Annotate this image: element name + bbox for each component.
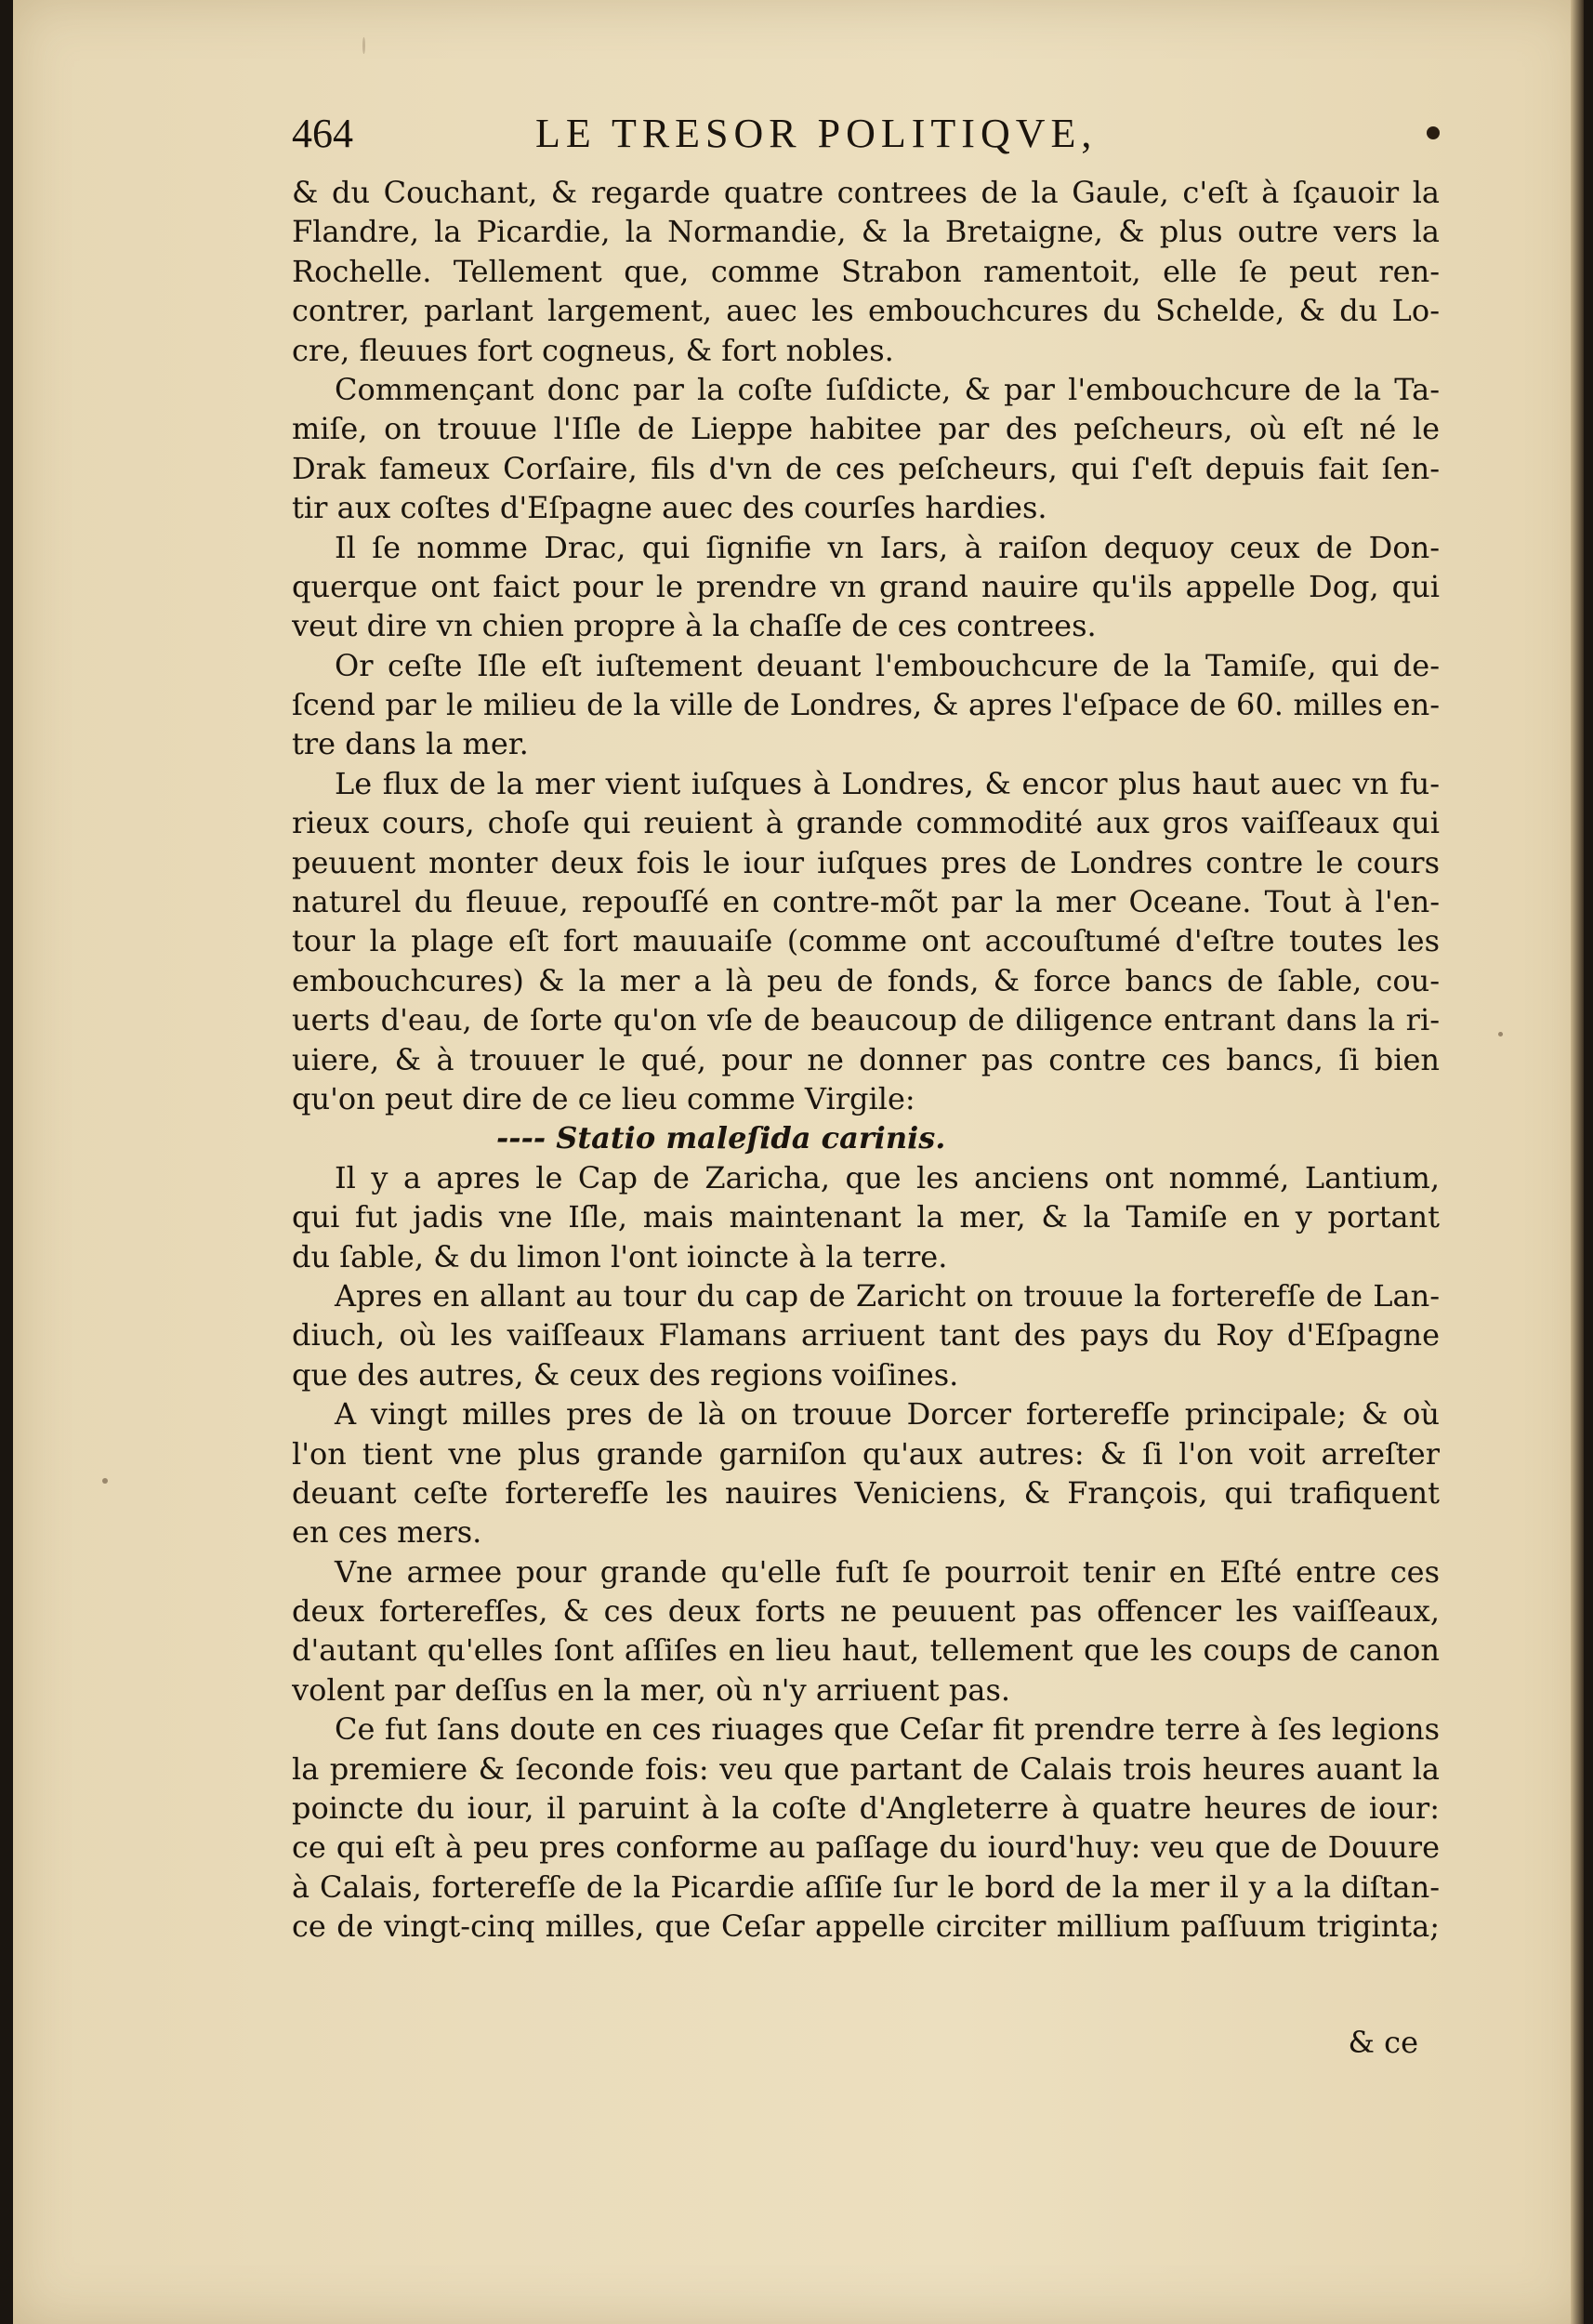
text-line: Commençant donc par la coſte ſuſdicte, & par l'embouchcure de la Ta- xyxy=(335,371,1440,407)
body-text xyxy=(292,173,1440,1947)
text-line: uiere, & à trouuer le qué, pour ne donner pas contre ces bancs, ſi bien xyxy=(292,1041,1440,1077)
text-line: cre, fleuues fort cogneus, & fort nobles. xyxy=(292,332,894,368)
page-gutter xyxy=(1571,0,1584,2324)
text-line: Ce fut ſans doute en ces riuages que Ceſar fit prendre terre à ſes legions xyxy=(335,1711,1440,1748)
text-line: & du Couchant, & regarde quatre contrees de la Gaule, c'eſt à ſçauoir la xyxy=(292,175,1440,210)
text-line: naturel du fleuue, repouſſé en contre-mõt par la mer Oceane. Tout à l'en- xyxy=(292,884,1440,920)
text-line: miſe, on trouue l'Iſle de Lieppe habitee par des peſcheurs, où eſt né le xyxy=(292,411,1440,447)
text-line: poincte du iour, il paruint à la coſte d'Angleterre à quatre heures de iour: xyxy=(292,1790,1440,1827)
text-line: ce qui eſt à peu pres conforme au paſſage du iourd'huy: veu que de Douure xyxy=(292,1829,1440,1866)
text-line: du ſable, & du limon l'ont ioincte à la terre. xyxy=(292,1238,948,1274)
text-line: Le flux de la mer vient iuſques à Londres, & encor plus haut auec vn fu- xyxy=(335,765,1440,801)
text-line: A vingt milles pres de là on trouue Dorcer forterefſe principale; & où xyxy=(335,1396,1440,1433)
text-line: la premiere & ſeconde fois: veu que partant de Calais trois heures auant la xyxy=(292,1750,1440,1787)
text-line: volent par deſſus en la mer, où n'y arriuent pas. xyxy=(292,1671,1011,1708)
text-line: embouchcures) & la mer a là peu de fonds, & force bancs de ſable, cou- xyxy=(292,962,1440,998)
text-line: Il ſe nomme Drac, qui ſignifie vn Iars, à raiſon dequoy ceux de Don- xyxy=(335,529,1440,565)
text-line: que des autres, & ceux des regions voiſines. xyxy=(292,1356,959,1393)
text-line: d'autant qu'elles ſont aſſiſes en lieu haut, tellement que les coups de canon xyxy=(292,1632,1440,1669)
text-line: Rochelle. Tellement que, comme Strabon ramentoit, elle ſe peut ren- xyxy=(292,253,1440,289)
text-line: veut dire vn chien propre à la chaſſe de ces contrees. xyxy=(292,608,1097,644)
text-line: diuch, où les vaiſſeaux Flamans arriuent tant des pays du Roy d'Eſpagne xyxy=(292,1317,1440,1353)
text-line: uerts d'eau, de ſorte qu'on vſe de beaucoup de diligence entrant dans la ri- xyxy=(292,1002,1440,1038)
text-line: en ces mers. xyxy=(292,1514,482,1551)
text-line: Il y a apres le Cap de Zaricha, que les anciens ont nommé, Lantium, xyxy=(335,1159,1440,1195)
page-header xyxy=(292,110,1440,165)
text-line: qui fut jadis vne Iſle, mais maintenant la mer, & la Tamiſe en y portant xyxy=(292,1199,1440,1235)
text-line: ſcend par le milieu de la ville de Londres, & apres l'eſpace de 60. milles en- xyxy=(292,687,1440,723)
text-line: contrer, parlant largement, auec les embouchcures du Schelde, & du Lo- xyxy=(292,293,1440,329)
running-title: LE TRESOR POLITIQVE, xyxy=(535,111,1098,156)
text-line: l'on tient vne plus grande garniſon qu'aux autres: & ſi l'on voit arreſter xyxy=(292,1435,1440,1472)
text-line: ce de vingt-cinq milles, que Ceſar appelle circiter millium paſſuum triginta; xyxy=(292,1908,1440,1945)
book-page xyxy=(13,0,1584,2324)
ornament-dot-icon xyxy=(1427,126,1440,139)
text-line: peuuent monter deux fois le iour iuſques pres de Londres contre le cours xyxy=(292,844,1440,880)
text-line: deux forterefſes, & ces deux forts ne peuuent pas offencer les vaiſſeaux, xyxy=(292,1593,1440,1630)
text-line: tir aux coſtes d'Eſpagne auec des courſes hardies. xyxy=(292,490,1047,526)
paper-speck xyxy=(102,1478,108,1484)
text-line: tre dans la mer. xyxy=(292,726,529,762)
text-line: Vne armee pour grande qu'elle fuſt ſe pourroit tenir en Eſté entre ces xyxy=(335,1553,1440,1590)
virgil-quote: ---- Statio maleſida carinis. xyxy=(496,1120,946,1156)
text-line: querque ont faict pour le prendre vn grand nauire qu'ils appelle Dog, qui xyxy=(292,568,1440,604)
text-line: Apres en allant au tour du cap de Zaricht on trouue la forterefſe de Lan- xyxy=(335,1277,1440,1314)
catchword: & ce xyxy=(1348,2025,1418,2060)
text-line: Or ceſte Iſle eſt iuſtement deuant l'embouchcure de la Tamiſe, qui de- xyxy=(335,647,1440,683)
text-line: Flandre, la Picardie, la Normandie, & la Bretaigne, & plus outre vers la xyxy=(292,214,1440,250)
paper-speck xyxy=(362,37,365,54)
text-line: Drak fameux Corſaire, fils d'vn de ces peſcheurs, qui ſ'eſt depuis fait ſen- xyxy=(292,450,1440,486)
text-line: tour la plage eſt fort mauuaiſe (comme ont accouſtumé d'eſtre toutes les xyxy=(292,923,1440,959)
text-line: qu'on peut dire de ce lieu comme Virgile: xyxy=(292,1080,915,1116)
paper-speck xyxy=(1498,1032,1503,1037)
page-number: 464 xyxy=(292,111,353,156)
text-line: deuant ceſte forterefſe les nauires Veniciens, & François, qui trafiquent xyxy=(292,1474,1440,1511)
text-line: à Calais, forterefſe de la Picardie aſſiſe ſur le bord de la mer il y a la diſtan- xyxy=(292,1868,1440,1905)
text-line: rieux cours, choſe qui reuient à grande commodité aux gros vaiſſeaux qui xyxy=(292,805,1440,841)
